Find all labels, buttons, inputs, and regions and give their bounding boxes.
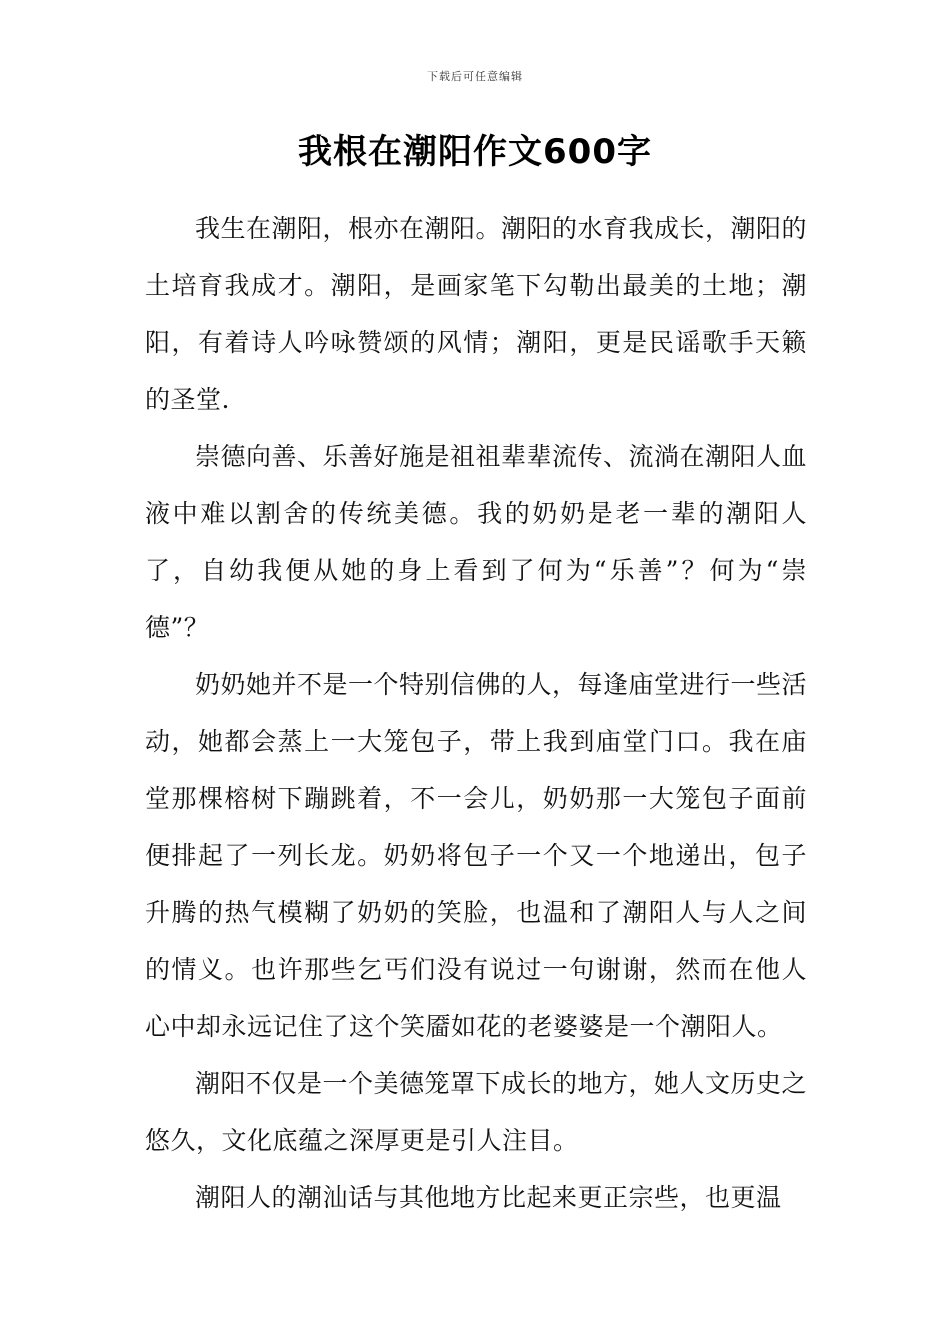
header-note: 下载后可任意编辑 bbox=[427, 70, 523, 83]
paragraph: 潮阳人的潮汕话与其他地方比起来更正宗些，也更温 bbox=[195, 1183, 782, 1212]
paragraph: 潮阳不仅是一个美德笼罩下成长的地方，她人文历史之悠久，文化底蕴之深厚更是引人注目。 bbox=[145, 1069, 808, 1155]
document-body bbox=[145, 200, 807, 1226]
paragraph: 我生在潮阳，根亦在潮阳。潮阳的水育我成长，潮阳的土培育我成才。潮阳，是画家笔下勾勒出最美的土地；潮阳，有着诗人吟咏赞颂的风情；潮阳，更是民谣歌手天籁的圣堂. bbox=[145, 214, 808, 414]
paragraph: 奶奶她并不是一个特别信佛的人，每逢庙堂进行一些活动，她都会蒸上一大笼包子，带上我到庙堂门口。我在庙堂那棵榕树下蹦跳着，不一会儿，奶奶那一大笼包子面前便排起了一列长龙。奶奶将包子一个又一个地递出，包子升腾的热气模糊了奶奶的笑脸，也温和了潮阳人与人之间的情义。也许那些乞丐们没有说过一句谢谢，然而在他人心中却永远记住了这个笑靥如花的老婆婆是一个潮阳人。 bbox=[145, 670, 808, 1041]
document-title: 我根在潮阳作文600字 bbox=[298, 132, 652, 172]
paragraph: 崇德向善、乐善好施是祖祖辈辈流传、流淌在潮阳人血液中难以割舍的传统美德。我的奶奶是老一辈的潮阳人了，自幼我便从她的身上看到了何为“乐善”？何为“崇德”？ bbox=[145, 442, 808, 642]
